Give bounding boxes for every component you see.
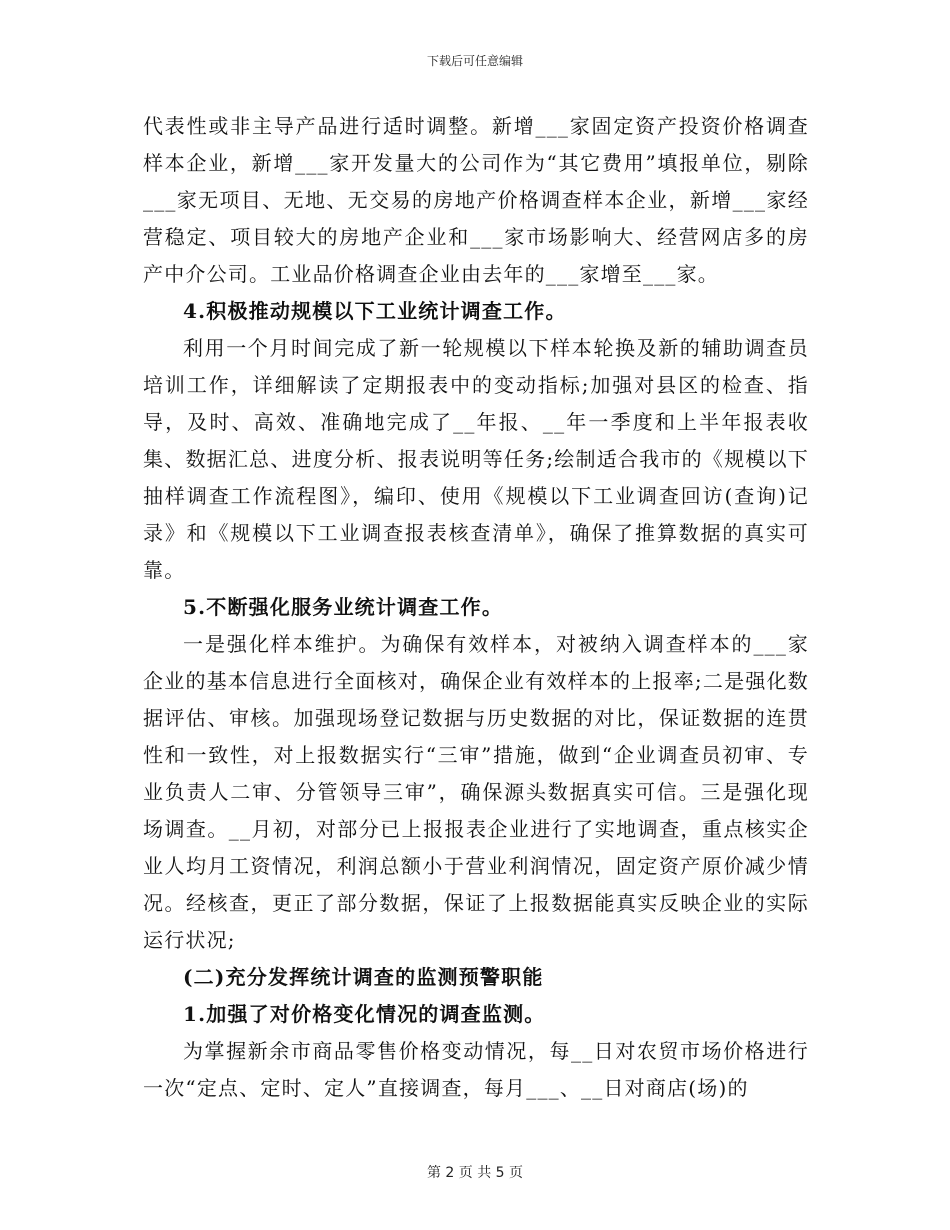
page-footer: 第 2 页 共 5 页 [426,1165,524,1181]
paragraph-small-industry-survey: 利用一个月时间完成了新一轮规模以下样本轮换及新的辅助调查员培训工作，详细解读了定期报表中的变动指标;加强对县区的检查、指导，及时、高效、准确地完成了__年报、__年一季度和上半年报表收集、数据汇总、进度分析、报表说明等任务;绘制适合我市的《规模以下抽样调查工作流程图》，编印、使用《规模以下工业调查回访(查询)记录》和《规模以下工业调查报表核查清单》，确保了推算数据的真实可靠。 [143,336,809,582]
paragraph-price-monitoring: 为掌握新余市商品零售价格变动情况，每__日对农贸市场价格进行一次“定点、定时、定人”直接调查，每月___、__日对商店(场)的 [143,1039,809,1100]
document-body [143,108,809,1107]
page-header: 下载后可任意编辑 [426,54,523,68]
paragraph-price-survey-samples: 代表性或非主导产品进行适时调整。新增___家固定资产投资价格调查样本企业，新增___家开发量大的公司作为“其它费用”填报单位，剔除___家无项目、无地、无交易的房地产价格调查样本企业，新增___家经营稳定、项目较大的房地产企业和___家市场影响大、经营网店多的房产中介公司。工业品价格调查企业由去年的___家增至___家。 [143,114,809,286]
paragraph-service-industry-survey: 一是强化样本维护。为确保有效样本，对被纳入调查样本的___家企业的基本信息进行全面核对，确保企业有效样本的上报率;二是强化数据评估、审核。加强现场登记数据与历史数据的对比，保证数据的连贯性和一致性，对上报数据实行“三审”措施，做到“企业调查员初审、专业负责人二审、分管领导三审”，确保源头数据真实可信。三是强化现场调查。__月初，对部分已上报报表企业进行了实地调查，重点核实企业人均月工资情况，利润总额小于营业利润情况，固定资产原价减少情况。经核查，更正了部分数据，保证了上报数据能真实反映企业的实际运行状况; [143,632,809,952]
heading-service-industry-survey: 5.不断强化服务业统计调查工作。 [183,595,504,619]
heading-monitoring-warning: (二)充分发挥统计调查的监测预警职能 [183,965,544,989]
heading-price-monitoring: 1.加强了对价格变化情况的调查监测。 [183,1002,546,1026]
heading-small-industry-survey: 4.积极推动规模以下工业统计调查工作。 [183,299,567,323]
